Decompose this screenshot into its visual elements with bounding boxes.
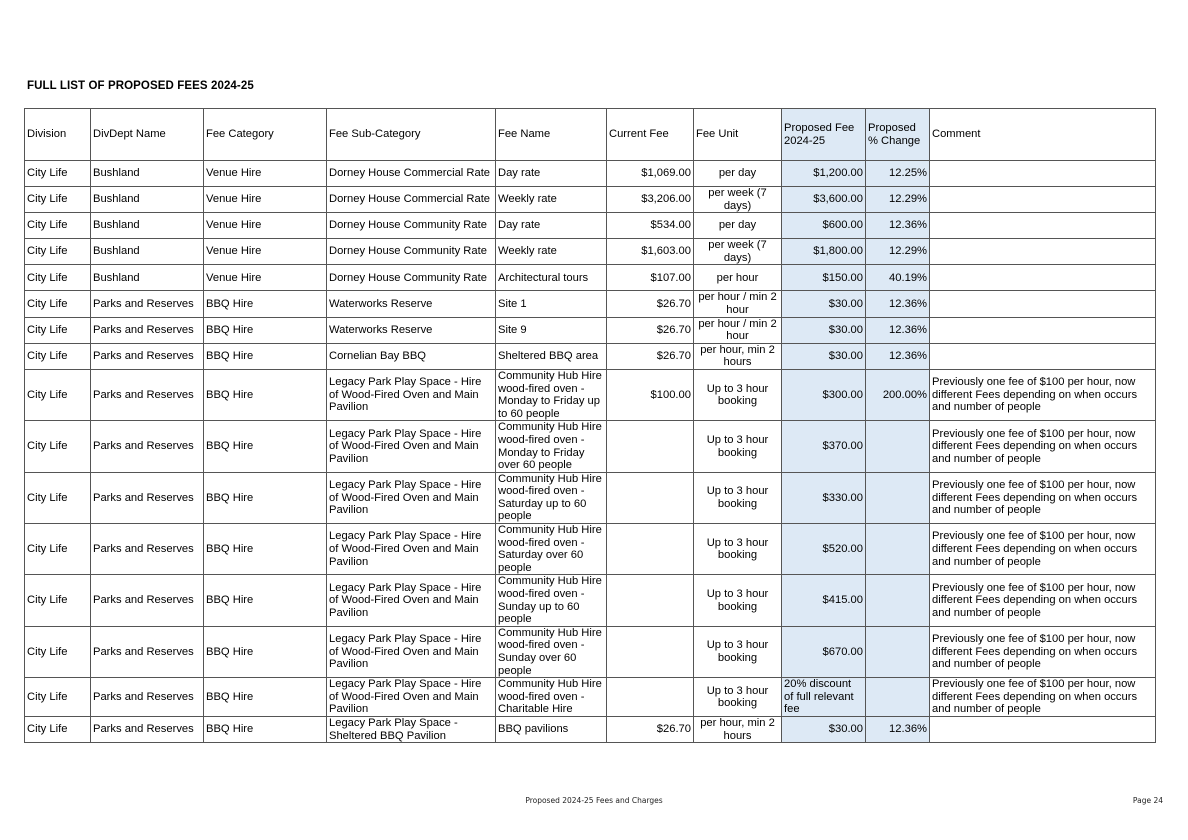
proposed-change-cell — [866, 678, 930, 717]
fee-unit-cell: per hour / min 2 hour — [694, 317, 782, 343]
comment-cell: Previously one fee of $100 per hour, now different Fees depending on when occurs and number of people — [930, 421, 1156, 472]
division-cell: City Life — [25, 369, 91, 420]
divdept-cell: Bushland — [91, 239, 204, 265]
header-fee-sub-category: Fee Sub-Category — [327, 109, 496, 161]
current-fee-cell — [607, 678, 694, 717]
comment-cell: Previously one fee of $100 per hour, now different Fees depending on when occurs and number of people — [930, 524, 1156, 575]
proposed-fee-cell: $1,200.00 — [782, 161, 866, 187]
divdept-cell: Parks and Reserves — [91, 317, 204, 343]
division-cell: City Life — [25, 717, 91, 743]
fee-unit-cell: per day — [694, 213, 782, 239]
current-fee-cell: $26.70 — [607, 291, 694, 317]
header-proposed-fee: Proposed Fee 2024-25 — [782, 109, 866, 161]
division-cell: City Life — [25, 343, 91, 369]
table-row — [25, 369, 1156, 420]
divdept-cell: Bushland — [91, 213, 204, 239]
fee-name-cell: Sheltered BBQ area — [496, 343, 607, 369]
fee-sub-category-cell: Waterworks Reserve — [327, 291, 496, 317]
header-fee-unit: Fee Unit — [694, 109, 782, 161]
proposed-change-cell: 12.36% — [866, 717, 930, 743]
fee-unit-cell: Up to 3 hour booking — [694, 575, 782, 626]
comment-cell: Previously one fee of $100 per hour, now different Fees depending on when occurs and number of people — [930, 678, 1156, 717]
proposed-fee-cell: $30.00 — [782, 291, 866, 317]
table-row — [25, 575, 1156, 626]
proposed-change-cell: 12.36% — [866, 213, 930, 239]
fee-unit-cell: Up to 3 hour booking — [694, 472, 782, 523]
fee-name-cell: Community Hub Hire wood-fired oven - Saturday over 60 people — [496, 524, 607, 575]
fee-category-cell: BBQ Hire — [204, 678, 327, 717]
fee-category-cell: BBQ Hire — [204, 343, 327, 369]
fee-sub-category-cell: Dorney House Commercial Rate — [327, 187, 496, 213]
comment-cell — [930, 265, 1156, 291]
fee-unit-cell: Up to 3 hour booking — [694, 524, 782, 575]
fee-unit-cell: per week (7 days) — [694, 187, 782, 213]
current-fee-cell: $100.00 — [607, 369, 694, 420]
fee-sub-category-cell: Legacy Park Play Space - Hire of Wood-Fired Oven and Main Pavilion — [327, 575, 496, 626]
table-row — [25, 317, 1156, 343]
table-row — [25, 291, 1156, 317]
division-cell: City Life — [25, 291, 91, 317]
fee-category-cell: BBQ Hire — [204, 626, 327, 677]
fee-name-cell: BBQ pavilions — [496, 717, 607, 743]
table-row — [25, 213, 1156, 239]
fee-unit-cell: per hour, min 2 hours — [694, 343, 782, 369]
header-fee-category: Fee Category — [204, 109, 327, 161]
fee-unit-cell: per hour, min 2 hours — [694, 717, 782, 743]
proposed-fee-cell: $370.00 — [782, 421, 866, 472]
fee-category-cell: Venue Hire — [204, 187, 327, 213]
table-row — [25, 678, 1156, 717]
proposed-change-cell: 12.36% — [866, 291, 930, 317]
division-cell: City Life — [25, 472, 91, 523]
table-row — [25, 524, 1156, 575]
fee-name-cell: Community Hub Hire wood-fired oven - Charitable Hire — [496, 678, 607, 717]
current-fee-cell — [607, 472, 694, 523]
current-fee-cell: $534.00 — [607, 213, 694, 239]
divdept-cell: Parks and Reserves — [91, 369, 204, 420]
proposed-fee-cell: $150.00 — [782, 265, 866, 291]
divdept-cell: Bushland — [91, 187, 204, 213]
fee-category-cell: Venue Hire — [204, 239, 327, 265]
table-row — [25, 626, 1156, 677]
fee-category-cell: Venue Hire — [204, 265, 327, 291]
comment-cell — [930, 717, 1156, 743]
fee-category-cell: BBQ Hire — [204, 369, 327, 420]
proposed-change-cell — [866, 575, 930, 626]
proposed-change-cell: 12.29% — [866, 239, 930, 265]
comment-cell: Previously one fee of $100 per hour, now different Fees depending on when occurs and number of people — [930, 626, 1156, 677]
fee-category-cell: BBQ Hire — [204, 575, 327, 626]
fee-category-cell: BBQ Hire — [204, 472, 327, 523]
fee-name-cell: Weekly rate — [496, 239, 607, 265]
division-cell: City Life — [25, 421, 91, 472]
comment-cell — [930, 187, 1156, 213]
fee-category-cell: BBQ Hire — [204, 317, 327, 343]
fee-name-cell: Day rate — [496, 213, 607, 239]
table-row — [25, 472, 1156, 523]
current-fee-cell: $1,069.00 — [607, 161, 694, 187]
division-cell: City Life — [25, 161, 91, 187]
proposed-change-cell: 12.25% — [866, 161, 930, 187]
divdept-cell: Parks and Reserves — [91, 717, 204, 743]
proposed-fee-cell: $30.00 — [782, 317, 866, 343]
current-fee-cell: $3,206.00 — [607, 187, 694, 213]
proposed-fee-cell: $520.00 — [782, 524, 866, 575]
fee-sub-category-cell: Cornelian Bay BBQ — [327, 343, 496, 369]
fee-sub-category-cell: Legacy Park Play Space - Hire of Wood-Fired Oven and Main Pavilion — [327, 369, 496, 420]
comment-cell — [930, 213, 1156, 239]
fee-unit-cell: Up to 3 hour booking — [694, 678, 782, 717]
comment-cell — [930, 317, 1156, 343]
header-current-fee: Current Fee — [607, 109, 694, 161]
header-divdept-name: DivDept Name — [91, 109, 204, 161]
fee-category-cell: BBQ Hire — [204, 524, 327, 575]
proposed-change-cell: 200.00% — [866, 369, 930, 420]
divdept-cell: Parks and Reserves — [91, 678, 204, 717]
fee-sub-category-cell: Dorney House Community Rate — [327, 213, 496, 239]
fee-unit-cell: per day — [694, 161, 782, 187]
fee-category-cell: BBQ Hire — [204, 291, 327, 317]
table-row — [25, 239, 1156, 265]
proposed-change-cell — [866, 421, 930, 472]
fee-sub-category-cell: Dorney House Community Rate — [327, 265, 496, 291]
divdept-cell: Parks and Reserves — [91, 472, 204, 523]
table-row — [25, 717, 1156, 743]
division-cell: City Life — [25, 187, 91, 213]
comment-cell — [930, 239, 1156, 265]
fees-table — [24, 108, 1156, 743]
proposed-fee-cell: $30.00 — [782, 343, 866, 369]
proposed-fee-cell: $600.00 — [782, 213, 866, 239]
divdept-cell: Parks and Reserves — [91, 291, 204, 317]
proposed-fee-cell: $1,800.00 — [782, 239, 866, 265]
comment-cell: Previously one fee of $100 per hour, now different Fees depending on when occurs and number of people — [930, 472, 1156, 523]
proposed-fee-cell: $300.00 — [782, 369, 866, 420]
division-cell: City Life — [25, 317, 91, 343]
header-comment: Comment — [930, 109, 1156, 161]
table-row — [25, 421, 1156, 472]
proposed-fee-cell: $330.00 — [782, 472, 866, 523]
fee-unit-cell: Up to 3 hour booking — [694, 626, 782, 677]
division-cell: City Life — [25, 524, 91, 575]
comment-cell — [930, 343, 1156, 369]
fee-category-cell: Venue Hire — [204, 213, 327, 239]
fee-name-cell: Day rate — [496, 161, 607, 187]
proposed-change-cell: 12.36% — [866, 317, 930, 343]
division-cell: City Life — [25, 575, 91, 626]
fee-name-cell: Community Hub Hire wood-fired oven - Sunday over 60 people — [496, 626, 607, 677]
header-proposed-change: Proposed % Change — [866, 109, 930, 161]
proposed-change-cell: 40.19% — [866, 265, 930, 291]
current-fee-cell: $26.70 — [607, 317, 694, 343]
proposed-change-cell: 12.29% — [866, 187, 930, 213]
division-cell: City Life — [25, 213, 91, 239]
fee-sub-category-cell: Waterworks Reserve — [327, 317, 496, 343]
division-cell: City Life — [25, 265, 91, 291]
page-number: Page 24 — [1132, 796, 1163, 805]
current-fee-cell: $26.70 — [607, 717, 694, 743]
divdept-cell: Parks and Reserves — [91, 421, 204, 472]
fee-unit-cell: per hour / min 2 hour — [694, 291, 782, 317]
current-fee-cell — [607, 421, 694, 472]
proposed-change-cell — [866, 524, 930, 575]
divdept-cell: Parks and Reserves — [91, 343, 204, 369]
current-fee-cell — [607, 626, 694, 677]
fee-sub-category-cell: Dorney House Community Rate — [327, 239, 496, 265]
fee-name-cell: Community Hub Hire wood-fired oven - Monday to Friday up to 60 people — [496, 369, 607, 420]
table-body — [25, 161, 1156, 743]
current-fee-cell: $107.00 — [607, 265, 694, 291]
fee-sub-category-cell: Dorney House Commercial Rate — [327, 161, 496, 187]
header-fee-name: Fee Name — [496, 109, 607, 161]
comment-cell: Previously one fee of $100 per hour, now different Fees depending on when occurs and number of people — [930, 369, 1156, 420]
divdept-cell: Parks and Reserves — [91, 626, 204, 677]
divdept-cell: Parks and Reserves — [91, 575, 204, 626]
fee-name-cell: Site 1 — [496, 291, 607, 317]
table-row — [25, 161, 1156, 187]
comment-cell — [930, 291, 1156, 317]
current-fee-cell: $26.70 — [607, 343, 694, 369]
proposed-change-cell — [866, 626, 930, 677]
fee-name-cell: Community Hub Hire wood-fired oven - Monday to Friday over 60 people — [496, 421, 607, 472]
proposed-fee-cell: 20% discount of full relevant fee — [782, 678, 866, 717]
fee-sub-category-cell: Legacy Park Play Space - Hire of Wood-Fired Oven and Main Pavilion — [327, 524, 496, 575]
current-fee-cell — [607, 575, 694, 626]
fee-category-cell: BBQ Hire — [204, 717, 327, 743]
fee-name-cell: Weekly rate — [496, 187, 607, 213]
fee-unit-cell: Up to 3 hour booking — [694, 369, 782, 420]
fee-category-cell: Venue Hire — [204, 161, 327, 187]
fee-name-cell: Community Hub Hire wood-fired oven - Saturday up to 60 people — [496, 472, 607, 523]
fee-name-cell: Architectural tours — [496, 265, 607, 291]
proposed-change-cell: 12.36% — [866, 343, 930, 369]
proposed-fee-cell: $670.00 — [782, 626, 866, 677]
proposed-fee-cell: $415.00 — [782, 575, 866, 626]
proposed-fee-cell: $3,600.00 — [782, 187, 866, 213]
division-cell: City Life — [25, 239, 91, 265]
header-division: Division — [25, 109, 91, 161]
fee-unit-cell: Up to 3 hour booking — [694, 421, 782, 472]
comment-cell: Previously one fee of $100 per hour, now different Fees depending on when occurs and number of people — [930, 575, 1156, 626]
fee-sub-category-cell: Legacy Park Play Space - Hire of Wood-Fired Oven and Main Pavilion — [327, 626, 496, 677]
divdept-cell: Bushland — [91, 161, 204, 187]
fee-unit-cell: per week (7 days) — [694, 239, 782, 265]
footer-title: Proposed 2024-25 Fees and Charges — [525, 796, 663, 805]
comment-cell — [930, 161, 1156, 187]
document-title: FULL LIST OF PROPOSED FEES 2024-25 — [27, 80, 254, 92]
fee-sub-category-cell: Legacy Park Play Space - Hire of Wood-Fired Oven and Main Pavilion — [327, 472, 496, 523]
table-row — [25, 343, 1156, 369]
current-fee-cell — [607, 524, 694, 575]
division-cell: City Life — [25, 678, 91, 717]
proposed-fee-cell: $30.00 — [782, 717, 866, 743]
current-fee-cell: $1,603.00 — [607, 239, 694, 265]
fee-sub-category-cell: Legacy Park Play Space - Sheltered BBQ Pavilion — [327, 717, 496, 743]
divdept-cell: Parks and Reserves — [91, 524, 204, 575]
fee-unit-cell: per hour — [694, 265, 782, 291]
table-row — [25, 187, 1156, 213]
fee-sub-category-cell: Legacy Park Play Space - Hire of Wood-Fired Oven and Main Pavilion — [327, 421, 496, 472]
fee-category-cell: BBQ Hire — [204, 421, 327, 472]
table-header-row — [25, 109, 1156, 161]
fee-sub-category-cell: Legacy Park Play Space - Hire of Wood-Fired Oven and Main Pavilion — [327, 678, 496, 717]
divdept-cell: Bushland — [91, 265, 204, 291]
division-cell: City Life — [25, 626, 91, 677]
proposed-change-cell — [866, 472, 930, 523]
fee-name-cell: Community Hub Hire wood-fired oven - Sunday up to 60 people — [496, 575, 607, 626]
table-row — [25, 265, 1156, 291]
fee-name-cell: Site 9 — [496, 317, 607, 343]
